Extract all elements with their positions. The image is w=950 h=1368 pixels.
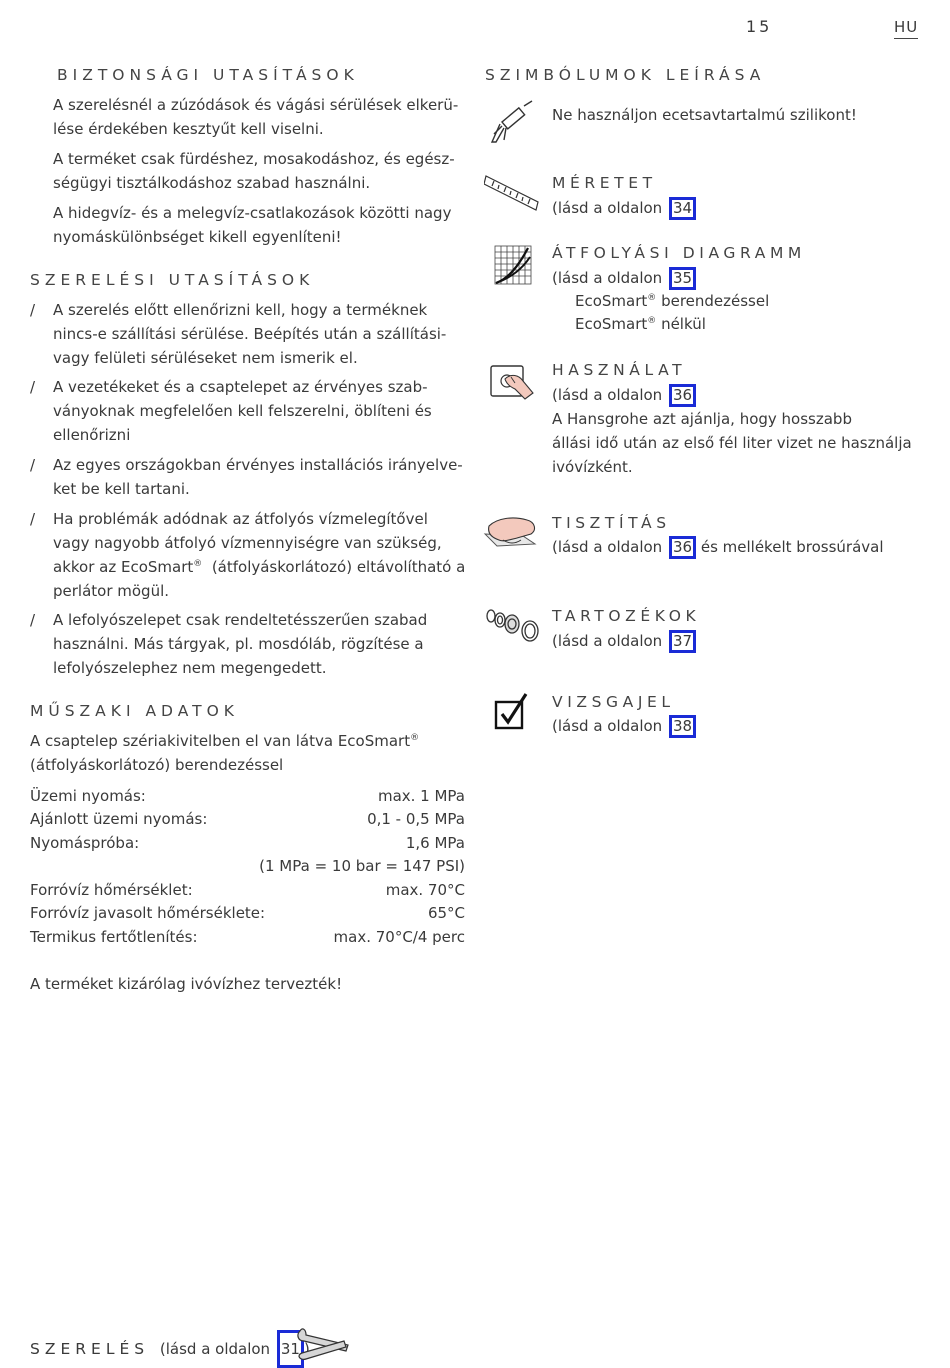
text-line: ket be kell tartani. [53,480,190,498]
flow-with-ecosmart: EcoSmart® berendezéssel [575,292,770,310]
wrench-tools-icon [294,1325,352,1361]
text-line: állási idő után az első fél liter vizet ne használja [552,434,912,452]
spec-label: Termikus fertőtlenítés: [30,928,198,946]
spec-row-recommended-temp [30,901,465,925]
text-line: A terméket csak fürdéshez, mosakodáshoz, és egész- [53,150,455,168]
technical-intro [30,729,470,777]
spec-label: Forróvíz javasolt hőmérséklete: [30,904,266,922]
drinking-water-note: A terméket kizárólag ivóvízhez tervezték! [30,975,343,993]
spec-row-hot-water-temp [30,878,465,902]
symbols-title: SZIMBÓLUMOK LEÍRÁSA [485,66,766,84]
page-link-36-cleaning[interactable]: 36 [669,536,696,559]
page-link-35[interactable]: 35 [669,267,696,290]
page-link-36[interactable]: 36 [669,384,696,407]
page-number: 15 [746,17,773,36]
text-line: A vezetékeket és a csaptelepet az érvényes szab- [53,378,428,396]
ref-prefix: (lásd a oldalon [552,199,663,217]
ref-suffix: és mellékelt brossúrával [700,538,884,556]
accessories-parts-icon [484,606,542,646]
spec-value: max. 70°C [385,881,465,899]
text-line: használni. Más tárgyak, pl. mosdóláb, rögzítése a [53,635,424,653]
text-line: A hidegvíz- és a melegvíz-csatlakozások közötti nagy [53,204,452,222]
text-line: Az egyes országokban érvényes installációs irányelve- [53,456,463,474]
text-line: ivóvízként. [552,458,633,476]
spec-row-operating-pressure [30,784,465,808]
dimensions-ref [552,196,696,220]
language-code: HU [894,18,918,39]
page-link-31[interactable]: 31 [277,1330,304,1368]
install-title: SZERELÉSI UTASÍTÁSOK [30,271,315,289]
silicone-warning: Ne használjon ecetsavtartalmú szilikont! [552,106,857,124]
checkmark-box-icon [494,692,530,732]
bullet-mark: / [30,456,36,474]
spec-value: 1,6 MPa [405,834,465,852]
text-line: ellenőrizni [53,426,131,444]
flow-without-ecosmart: EcoSmart® nélkül [575,315,706,333]
usage-title: HASZNÁLAT [552,361,687,379]
spec-label: Ajánlott üzemi nyomás: [30,810,208,828]
ref-prefix: (lásd a oldalon [159,1340,271,1358]
spec-label: Nyomáspróba: [30,834,140,852]
bullet-mark: / [30,510,36,528]
testmark-title: VIZSGAJEL [552,693,675,711]
page-link-34[interactable]: 34 [669,197,696,220]
flow-diagram-icon [494,245,532,285]
bullet-mark: / [30,378,36,396]
spec-value: (1 MPa = 10 bar = 147 PSI) [259,857,465,875]
text-line: nyomáskülönbséget kikell egyenlíteni! [53,228,342,246]
ruler-icon [484,172,540,214]
text-line: (átfolyáskorlátozó) berendezéssel [30,756,284,774]
technical-title: MŰSZAKI ADATOK [30,702,239,720]
usage-recommendation [552,407,932,479]
text-line: lése érdekében kesztyűt kell viselni. [53,120,324,138]
usage-ref [552,383,696,407]
text-line: A lefolyószelepet csak rendeltetésszerűen szabad [53,611,428,629]
hand-faucet-icon [489,363,535,401]
text-line: A szerelésnél a zúzódások és vágási sérülések elkerü- [53,96,459,114]
dimensions-title: MÉRETET [552,174,657,192]
text-line: vagy felületi sérüléseket nem ismerik el. [53,349,358,367]
cleaning-title: TISZTÍTÁS [552,514,671,532]
ref-suffix: ) [303,1340,310,1358]
text-line: perlátor mögül. [53,582,170,600]
spec-value: max. 70°C/4 perc [333,928,465,946]
silicone-gun-icon [488,100,534,144]
bullet-mark: / [30,301,36,319]
safety-paragraph-2 [53,147,473,195]
flow-ref [552,266,696,290]
ref-prefix: (lásd a oldalon [552,632,663,650]
spec-label: Üzemi nyomás: [30,787,146,805]
accessories-title: TARTOZÉKOK [552,607,701,625]
spec-row-pressure-test [30,831,465,855]
text-line: akkor az EcoSmart® (átfolyáskorlátozó) eltávolítható a [53,558,466,576]
safety-title: BIZTONSÁGI UTASÍTÁSOK [57,66,359,84]
text-line: A csaptelep szériakivitelben el van látva EcoSmart® [30,732,420,750]
ref-prefix: (lásd a oldalon [552,269,663,287]
spec-row-conversion [30,854,465,878]
spec-row-recommended-pressure [30,807,465,831]
bullet-mark: / [30,611,36,629]
cleaning-hand-icon [483,514,539,552]
spec-row-disinfection [30,925,465,949]
spec-value: 65°C [427,904,465,922]
text-line: vagy nagyobb átfolyó vízmennyiségre van szükség, [53,534,442,552]
registered-mark: ® [647,293,657,303]
safety-paragraph-3 [53,201,473,249]
ref-prefix: (lásd a oldalon [552,717,663,735]
spec-label: Forróvíz hőmérséklet: [30,881,193,899]
page-link-37[interactable]: 37 [669,630,696,653]
text-line: ségügyi tisztálkodáshoz szabad használni. [53,174,371,192]
text-line: A Hansgrohe azt ajánlja, hogy hosszabb [552,410,852,428]
text-line: Ha problémák adódnak az átfolyós vízmelegítővel [53,510,428,528]
text-line: ványoknak megfelelően kell felszerelni, öblíteni és [53,402,432,420]
testmark-ref [552,714,696,738]
text-line: A szerelés előtt ellenőrizni kell, hogy a terméknek [53,301,428,319]
text-line: nincs-e szállítási sérülése. Beépítés után a szállítási- [53,325,447,343]
registered-mark: ® [193,559,203,569]
registered-mark: ® [410,733,420,743]
page-link-38[interactable]: 38 [669,715,696,738]
footer-install-ref [30,1330,310,1368]
flow-title: ÁTFOLYÁSI DIAGRAMM [552,244,806,262]
spec-value: max. 1 MPa [377,787,465,805]
footer-title: SZERELÉS [30,1340,150,1358]
text-line: lefolyószelephez nem megengedett. [53,659,327,677]
accessories-ref [552,629,696,653]
spec-value: 0,1 - 0,5 MPa [367,810,465,828]
cleaning-ref [552,535,884,559]
ref-prefix: (lásd a oldalon [552,538,663,556]
registered-mark: ® [647,316,657,326]
safety-paragraph-1 [53,93,473,141]
ref-prefix: (lásd a oldalon [552,386,663,404]
